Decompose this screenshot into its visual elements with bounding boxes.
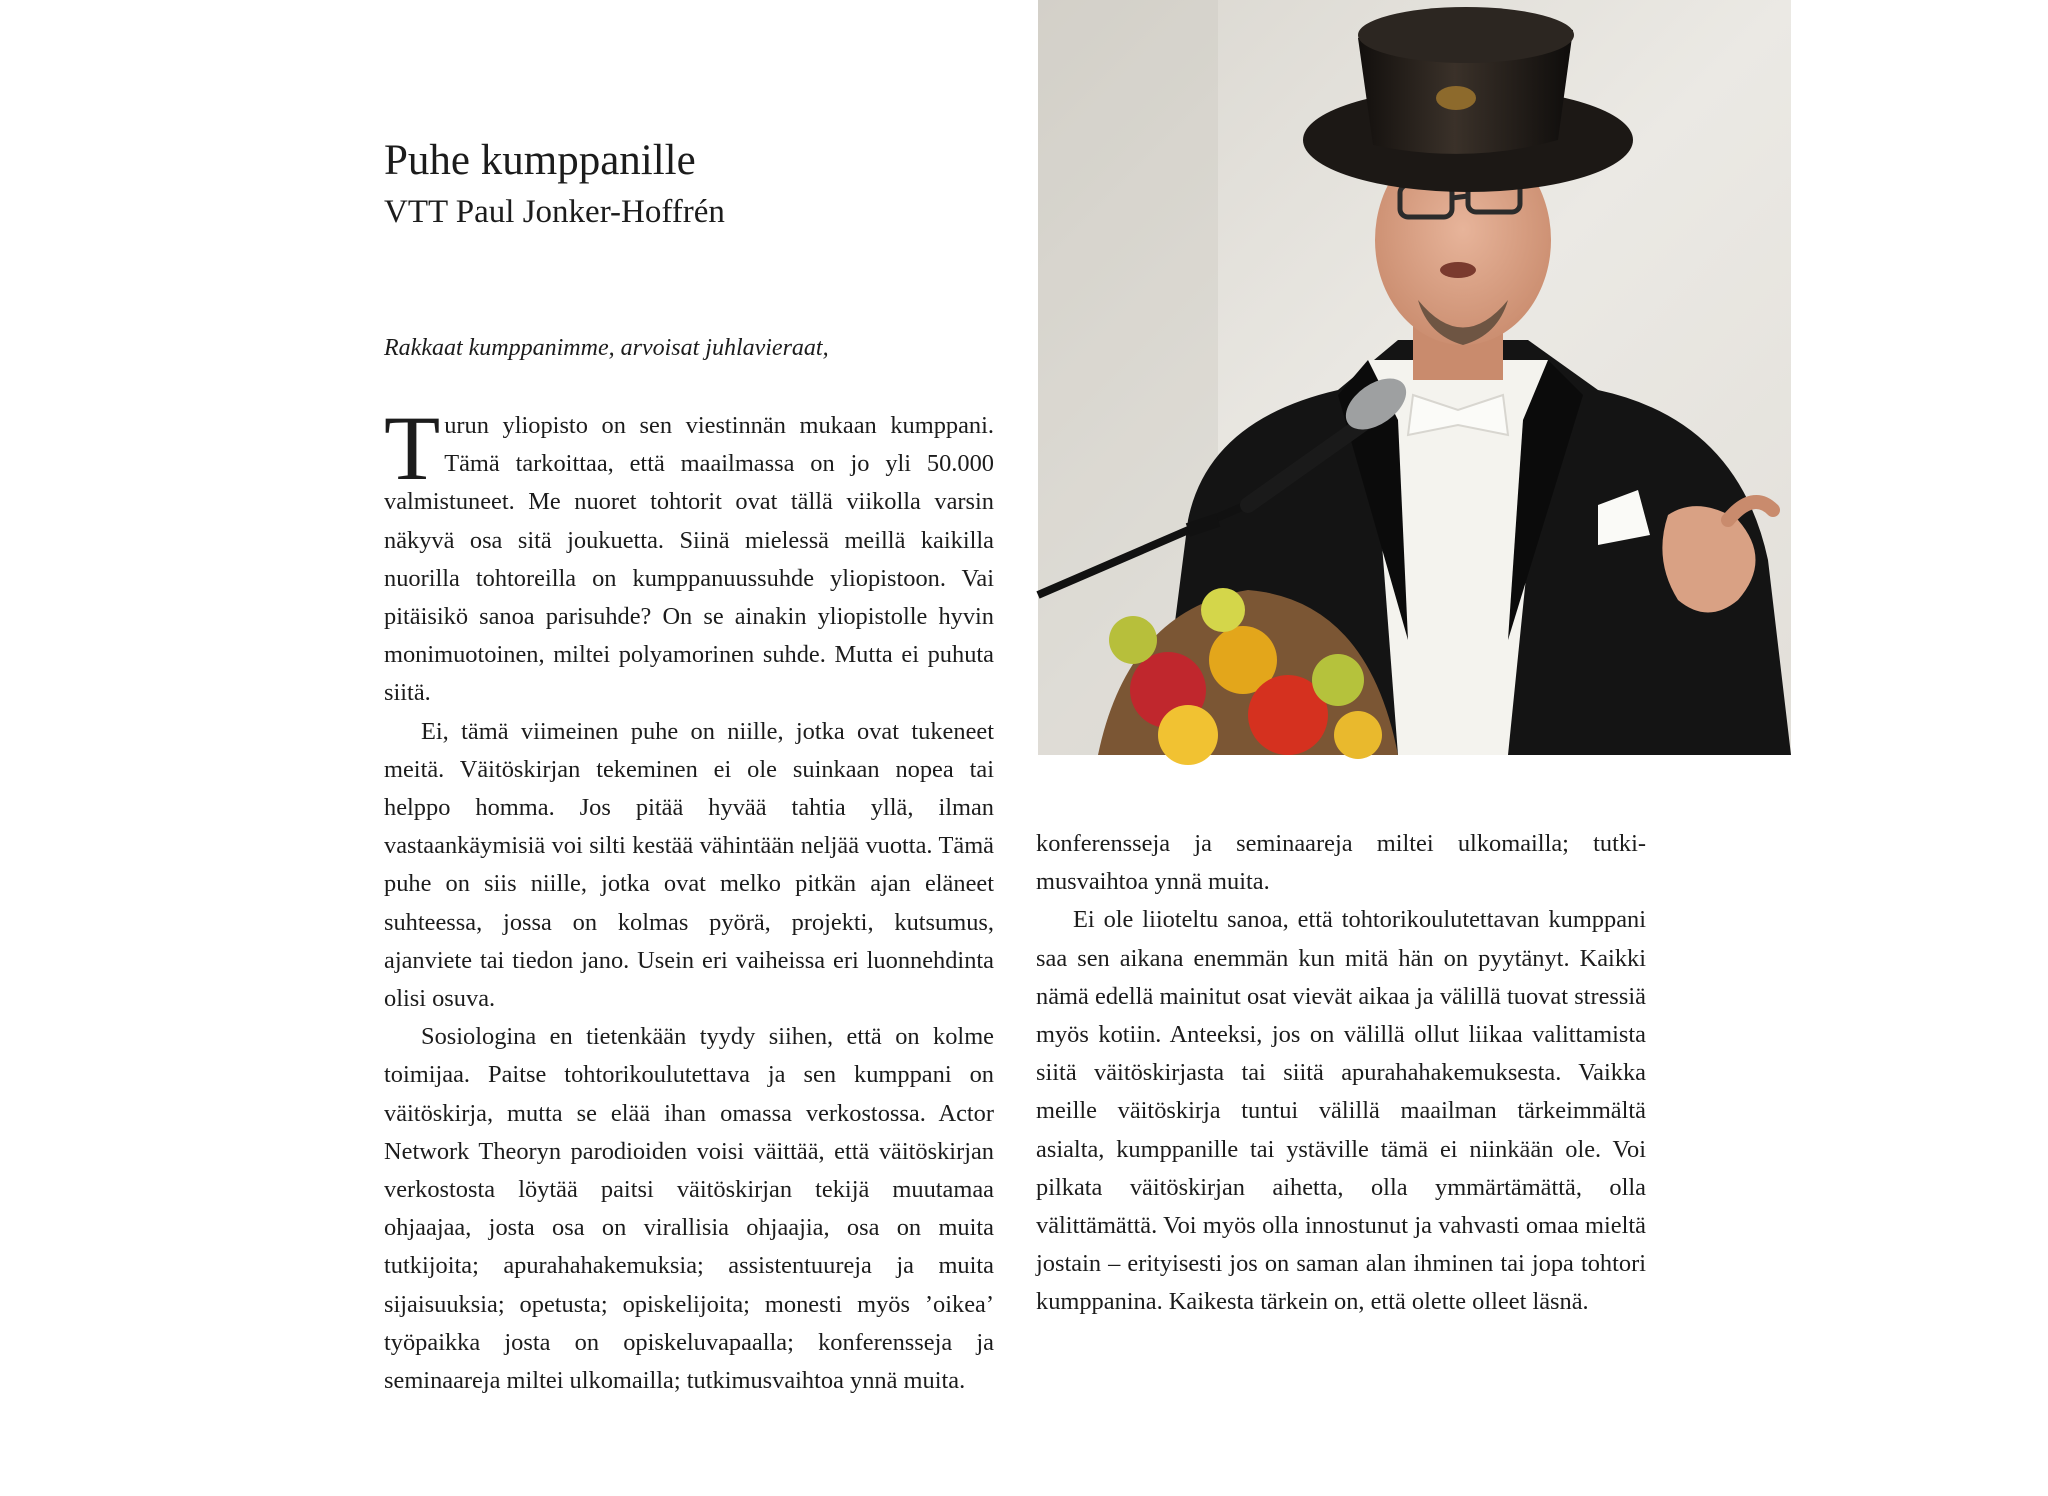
article-title: Puhe kumppanille (384, 137, 696, 184)
paragraph-3-continued: konferensseja ja seminaareja miltei ulkomailla; tutkimusvaihtoa ynnä muita. (1036, 830, 1646, 896)
drop-cap: T (384, 397, 441, 499)
paragraph-1 (384, 397, 994, 713)
speaker-photo (1038, 0, 1791, 755)
paragraph-4: Ei ole liioteltu sanoa, että tohtorikoulutettavan kumppani saa sen aikana enemmän kun mitä hän on pyytänyt. Kaikki nämä edellä mainitut osat vievät aikaa ja välillä tuovat stressiä myös kotiin. Anteeksi, jos on välillä ollut liikaa valittamista siitä väitöskirjasta tai siitä apurahahakemuksesta. Vaikka meille väitöskirja tuntui välillä maailman tärkeimmältä asialta, kumppanille tai ystäville tämä ei niinkään ole. Voi pilkata väitöskirjan aihetta, olla ymmärtämättä, olla välittämättä. Voi myös olla innostunut ja vahvasti omaa mieltä jostain – erityisesti jos on saman alan ihminen tai jopa tohtori kumppanina. Kaikesta tärkein on, että olette olleet läsnä. (1036, 906, 1646, 1316)
paragraph-1-text: urun yliopisto on sen viestinnän mukaan kumppani. Tämä tarkoittaa, että maailmassa on jo yli 50.000 valmistuneet. Me nuoret tohtorit ovat tällä viikolla varsin näkyvä osa sitä joukuetta. Siinä mielessä meillä kaikilla nuorilla tohtoreilla on kumppanuussuhde yliopistoon. Vai pitäisikö sanoa parisuhde? On se ainakin yliopistolle hyvin monimuotoinen, miltei polyamorinen suhde. Mutta ei puhuta siitä. (384, 412, 994, 707)
salutation: Rakkaat kumppanimme, arvoisat juhlavieraat, (384, 335, 829, 361)
text-column-right (1036, 825, 1646, 1322)
speaker-photo-illustration (1038, 0, 1791, 755)
paragraph-2: Ei, tämä viimeinen puhe on niille, jotka ovat tukeneet meitä. Väitöskirjan tekeminen ei ole suinkaan nopea tai helppo homma. Jos pitää hyvää tahtia yllä, ilman vastaankäymisiä voi silti kestää vähintään neljää vuotta. Tämä puhe on siis niille, jotka ovat melko pitkän ajan eläneet suhteessa, jossa on kolmas pyörä, projekti, kutsumus, ajanviete tai tiedon jano. Usein eri vaiheissa eri luonnehdinta olisi osuva. (384, 717, 994, 1013)
text-column-left (384, 397, 994, 1395)
paragraph-3: Sosiologina en tietenkään tyydy siihen, että on kolme toimijaa. Paitse tohtorikoulutettava ja sen kumppani on väitöskirja, mutta se elää ihan omassa verkostossa. Actor Network Theoryn parodioiden voisi väittää, että väitöskirjan verkostosta löytää paitsi väitöskirjan tekijä muutamaa ohjaajaa, josta osa on virallisia ohjaajia, osa on muita tutkijoita; apurahahakemuksia; assistentuureja ja muita sijaisuuksia; opetusta; opiskelijoita; monesti myös ’oikea’ työpaikka josta on opiskeluvapaalla; konferensseja ja seminaareja miltei ulkomailla; tutkimusvaihtoa ynnä muita. (384, 1023, 994, 1395)
article-author: VTT Paul Jonker-Hoffrén (384, 194, 725, 230)
